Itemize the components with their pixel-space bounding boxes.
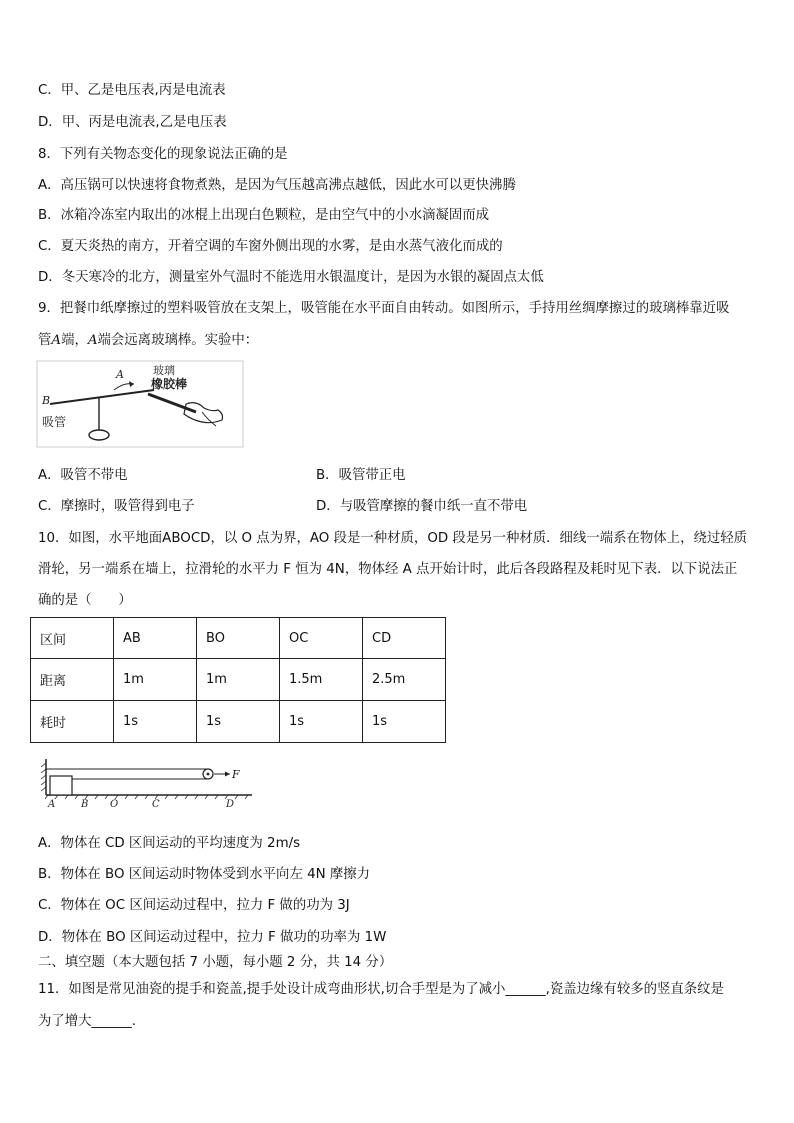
q10-table [30,617,446,743]
table-cell: 距离 [31,659,114,701]
q9-figure [36,360,246,450]
rotation-arrowhead [129,381,134,387]
q8-option-b: B．冰箱冷冻室内取出的冰棍上出现白色颗粒，是由空气中的小水滴凝固而成 [38,208,490,223]
table-cell: 1m [197,659,280,701]
q9-fig-label-rod-1: 玻璃 [153,364,175,377]
pulley-axle [207,773,210,776]
q8-option-d: D．冬天寒冷的北方，测量室外气温时不能选用水银温度计，是因为水银的凝固点太低 [38,270,544,285]
q9-fig-label-straw: 吸管 [42,415,67,429]
q9-fig-label-rod-2: 橡胶棒 [151,377,188,391]
hand [184,403,223,423]
q9-fig-label-a: A [116,368,124,381]
point-label-o: O [110,799,119,810]
q8-option-c: C．夏天炎热的南方，开着空调的车窗外侧出现的水雾，是由水蒸气液化而成的 [38,239,503,254]
table-cell: 1m [114,659,197,701]
q10-option-c: C．物体在 OC 区间运动过程中，拉力 F 做的功为 3J [38,898,350,913]
q9-option-a: A．吸管不带电 [38,468,128,483]
q8-stem: 8．下列有关物态变化的现象说法正确的是 [38,147,288,162]
section-heading: 二、填空题（本大题包括 7 小题，每小题 2 分，共 14 分） [38,955,393,970]
force-label: F [232,768,240,781]
table-row [31,701,446,743]
table-cell: 1.5m [280,659,363,701]
q11-line1: 11．如图是常见油瓷的提手和瓷盖,提手处设计成弯曲形状,切合手型是为了减小______,瓷盖边缘有较多的竖直条纹是 [38,982,724,997]
q11-line2: 为了增大______. [38,1014,136,1029]
q9-var-a1: A [51,333,62,348]
table-cell: OC [280,618,363,659]
table-cell: AB [114,618,197,659]
q9-fig-label-b: B [42,394,51,407]
q7-option-c: C．甲、乙是电压表,丙是电流表 [38,83,226,98]
q10-stem-line1: 10．如图，水平地面ABOCD，以 O 点为界，AO 段是一种材质，OD 段是另一种材质．细线一端系在物体上，绕过轻质 [38,531,748,546]
q9-stem-line2 [38,332,258,350]
table-cell: 1s [114,701,197,743]
q9-stem-text-a: 管 [38,333,52,348]
q10-stem-line3: 确的是（ ） [38,593,132,608]
q10-stem-line2: 滑轮，另一端系在墙上，拉滑轮的水平力 F 恒为 4N，物体经 A 点开始计时，此后各段路程及耗时见下表．以下说法正 [38,562,738,577]
point-label-b: B [81,799,89,810]
q9-figure-border [37,361,243,447]
table-cell: BO [197,618,280,659]
stand-base [89,430,109,440]
q9-option-c: C．摩擦时，吸管得到电子 [38,499,195,514]
q9-option-b: B．吸管带正电 [316,468,406,483]
point-label-d: D [226,799,235,810]
table-row [31,618,446,659]
table-cell: 2.5m [363,659,446,701]
q9-stem-text-c: 端会远离玻璃棒。实验中： [97,333,259,348]
table-cell: 1s [197,701,280,743]
straw [50,390,154,404]
table-cell: 1s [363,701,446,743]
q10-option-d: D．物体在 BO 区间运动过程中，拉力 F 做功的功率为 1W [38,930,387,945]
q10-option-b: B．物体在 BO 区间运动时物体受到水平向左 4N 摩擦力 [38,867,371,882]
q9-stem-text-b: 端， [61,333,88,348]
q8-option-a: A．高压锅可以快速将食物煮熟，是因为气压越高沸点越低，因此水可以更快沸腾 [38,178,516,193]
table-row [31,659,446,701]
table-cell: 耗时 [31,701,114,743]
point-label-a: A [48,799,56,810]
hand-wrist [202,412,216,426]
q7-option-d: D．甲、丙是电流表,乙是电压表 [38,115,227,130]
q10-figure [38,755,258,813]
point-label-c: C [152,799,160,810]
table-cell: CD [363,618,446,659]
q10-option-a: A．物体在 CD 区间运动的平均速度为 2m/s [38,836,301,851]
block [50,776,72,795]
table-cell: 区间 [31,618,114,659]
table-cell: 1s [280,701,363,743]
q9-option-d: D．与吸管摩擦的餐巾纸一直不带电 [316,499,528,514]
q9-stem-line1: 9．把餐巾纸摩擦过的塑料吸管放在支架上，吸管能在水平面自由转动。如图所示，手持用丝绸摩擦过的玻璃棒靠近吸 [38,301,730,316]
q9-var-a2: A [87,333,98,348]
force-arrowhead [225,772,230,777]
